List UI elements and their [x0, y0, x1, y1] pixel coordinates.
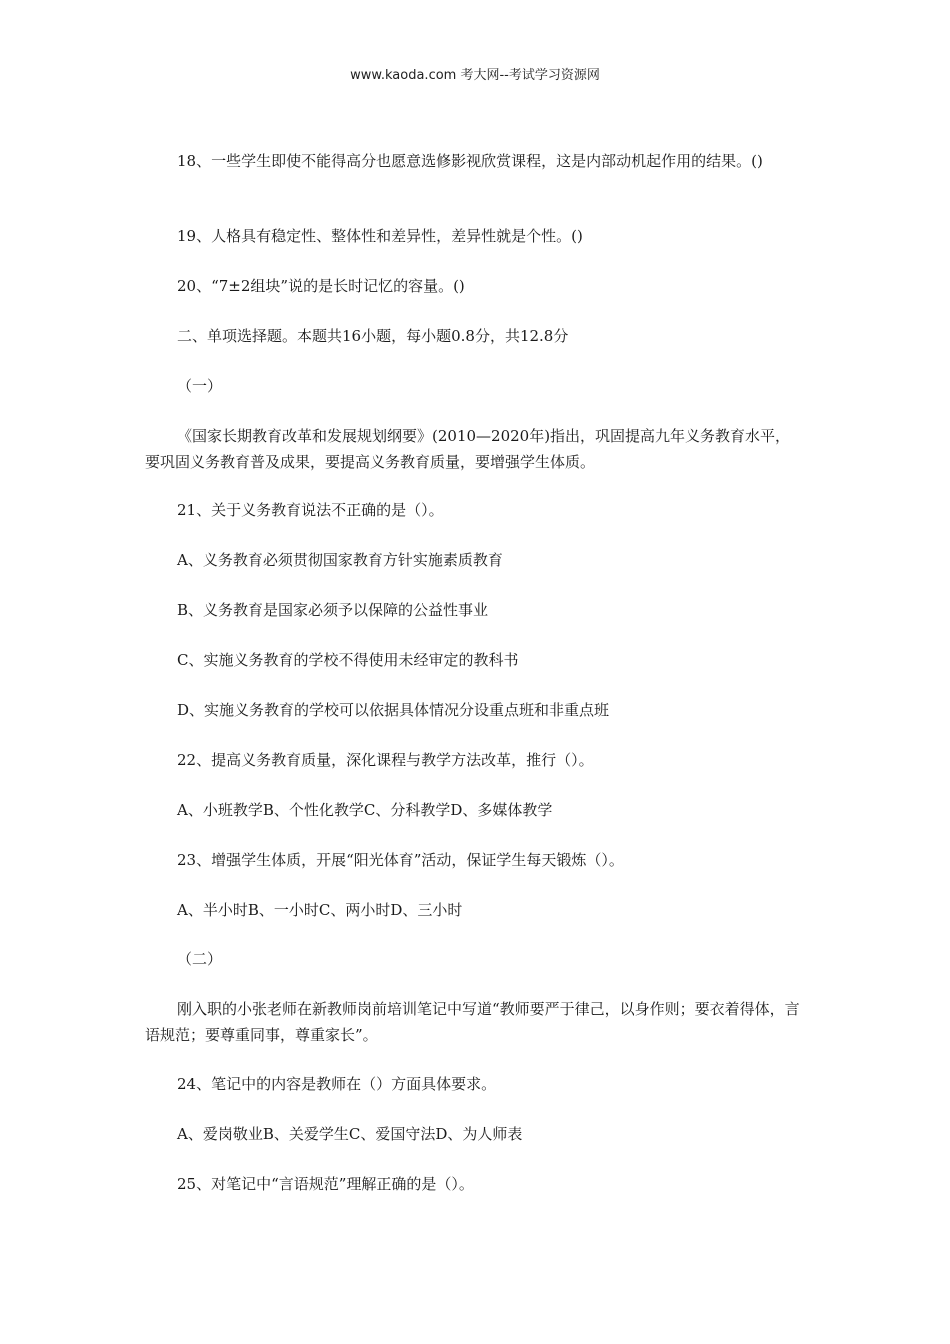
question-25: 25、对笔记中“言语规范”理解正确的是（）。 [177, 1175, 474, 1193]
options-24: A、爱岗敬业B、关爱学生C、爱国守法D、为人师表 [177, 1125, 523, 1143]
question-18: 18、一些学生即使不能得高分也愿意选修影视欣赏课程，这是内部动机起作用的结果。() [177, 152, 763, 170]
material-passage-2: 刚入职的小张老师在新教师岗前培训笔记中写道“教师要严于律己，以身作则；要衣着得体，言语规范；要尊重同事，尊重家长”。 [145, 1000, 800, 1044]
subsection-1: （一） [177, 377, 223, 395]
page-header: www.kaoda.com 考大网--考试学习资源网 [350, 68, 600, 83]
option-21-c: C、实施义务教育的学校不得使用未经审定的教科书 [177, 651, 519, 669]
question-21: 21、关于义务教育说法不正确的是（）。 [177, 501, 444, 519]
question-20: 20、“7±2组块”说的是长时记忆的容量。() [177, 277, 465, 295]
option-21-b: B、义务教育是国家必须予以保障的公益性事业 [177, 601, 489, 619]
subsection-2: （二） [177, 950, 223, 968]
question-22: 22、提高义务教育质量，深化课程与教学方法改革，推行（）。 [177, 751, 594, 769]
options-22: A、小班教学B、个性化教学C、分科教学D、多媒体教学 [177, 801, 553, 819]
question-23: 23、增强学生体质，开展“阳光体育”活动，保证学生每天锻炼（）。 [177, 851, 624, 869]
option-21-a: A、义务教育必须贯彻国家教育方针实施素质教育 [177, 551, 503, 569]
option-21-d: D、实施义务教育的学校可以依据具体情况分设重点班和非重点班 [177, 701, 610, 719]
material-passage-1: 《国家长期教育改革和发展规划纲要》(2010—2020年)指出，巩固提高九年义务教育水平，要巩固义务教育普及成果，要提高义务教育质量，要增强学生体质。 [145, 427, 791, 471]
options-23: A、半小时B、一小时C、两小时D、三小时 [177, 901, 463, 919]
question-24: 24、笔记中的内容是教师在（）方面具体要求。 [177, 1075, 497, 1093]
question-19: 19、人格具有稳定性、整体性和差异性，差异性就是个性。() [177, 227, 583, 245]
section-heading-single-choice: 二、单项选择题。本题共16小题，每小题0.8分，共12.8分 [177, 327, 569, 345]
